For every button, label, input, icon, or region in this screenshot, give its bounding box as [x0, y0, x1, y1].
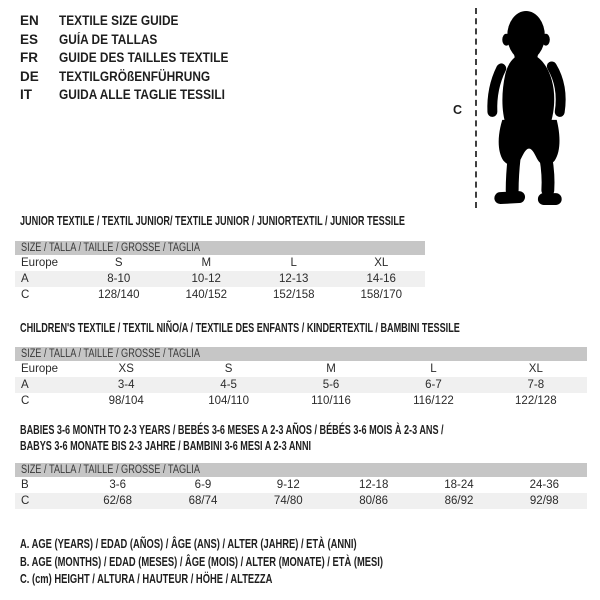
row-label: B	[21, 479, 29, 491]
size-row	[15, 255, 425, 271]
lang-code: EN	[20, 13, 39, 28]
size-cell: 116/122	[413, 395, 454, 407]
babies-title-line1: BABIES 3-6 MONTH TO 2-3 YEARS / BEBÉS 3-6 MESES A 2-3 AÑOS / BÉBÉS 3-6 MOIS À 2-3 ANS /	[20, 422, 444, 437]
lang-row-es	[20, 31, 252, 50]
size-row	[15, 287, 425, 303]
lang-label: GUIDE DES TAILLES TEXTILE	[59, 50, 229, 65]
row-label: Europe	[21, 363, 59, 375]
size-cell: L	[430, 363, 437, 375]
size-cell: 4-5	[220, 379, 237, 391]
size-table-junior	[15, 241, 425, 303]
size-row	[15, 377, 587, 393]
row-label: A	[21, 379, 29, 391]
size-cell: 92/98	[529, 495, 559, 507]
size-cell: 86/92	[444, 495, 474, 507]
size-cell: 3-6	[109, 479, 126, 491]
size-row	[15, 477, 587, 493]
lang-row-fr	[20, 49, 252, 68]
size-cell: 62/68	[103, 495, 133, 507]
section-title-children: CHILDREN'S TEXTILE / TEXTIL NIÑO/A / TEXTILE DES ENFANTS / KINDERTEXTIL / BAMBINI TESSILE	[20, 320, 460, 335]
footnote-c: C. (cm) HEIGHT / ALTURA / HAUTEUR / HÖHE / ALTEZZA	[20, 571, 273, 586]
size-cell: 74/80	[273, 495, 303, 507]
size-cell: 140/152	[185, 289, 228, 301]
size-cell: 12-18	[358, 479, 389, 491]
lang-code: FR	[20, 50, 38, 65]
size-cell: 6-9	[194, 479, 212, 491]
footnotes	[20, 535, 524, 588]
size-row	[15, 361, 587, 377]
size-cell: 6-7	[425, 379, 442, 391]
lang-label: TEXTILE SIZE GUIDE	[59, 13, 179, 28]
lang-label: GUIDA ALLE TAGLIE TESSILI	[59, 87, 225, 102]
size-row	[15, 393, 587, 409]
size-cell: 128/140	[97, 289, 140, 301]
section-title-babies	[20, 422, 600, 453]
size-table-children	[15, 347, 587, 409]
row-label: C	[21, 395, 30, 407]
lang-code: ES	[20, 31, 39, 47]
size-cell: 14-16	[366, 273, 396, 285]
table-header-bar: SIZE / TALLA / TAILLE / GRÖSSE / TAGLIA	[15, 241, 425, 255]
size-row	[15, 493, 587, 509]
size-cell: 10-12	[191, 273, 221, 285]
size-cell: 152/158	[272, 289, 315, 301]
lang-row-it	[20, 86, 252, 105]
lang-label: TEXTILGRÖßENFÜHRUNG	[59, 68, 211, 84]
size-cell: 7-8	[527, 379, 545, 391]
row-label: A	[21, 273, 29, 285]
size-cell: M	[326, 363, 336, 375]
table-header-bar: SIZE / TALLA / TAILLE / GRÖSSE / TAGLIA	[15, 463, 587, 477]
footnote-a: A. AGE (YEARS) / EDAD (AÑOS) / ÂGE (ANS) / ALTER (JAHRE) / ETÀ (ANNI)	[20, 536, 357, 551]
language-list	[20, 12, 252, 105]
lang-code: DE	[20, 68, 39, 84]
size-cell: 68/74	[188, 495, 218, 507]
size-cell: S	[224, 363, 233, 375]
size-cell: L	[290, 257, 297, 269]
section-title-junior: JUNIOR TEXTILE / TEXTIL JUNIOR/ TEXTILE JUNIOR / JUNIORTEXTIL / JUNIOR TESSILE	[20, 213, 405, 228]
footnote-b: B. AGE (MONTHS) / EDAD (MESES) / ÂGE (MOIS) / ALTER (MONATE) / ETÀ (MESI)	[20, 553, 383, 569]
size-row	[15, 271, 425, 287]
size-cell: 158/170	[360, 289, 403, 301]
size-cell: M	[201, 257, 212, 269]
size-cell: 98/104	[108, 395, 144, 407]
baby-silhouette-icon	[486, 9, 574, 207]
size-cell: 24-36	[529, 479, 560, 491]
size-cell: 80/86	[359, 495, 389, 507]
size-cell: 9-12	[276, 479, 300, 491]
size-cell: 5-6	[322, 379, 340, 391]
size-cell: 3-4	[117, 379, 135, 391]
size-cell: XS	[118, 363, 134, 375]
size-cell: 104/110	[208, 395, 249, 407]
size-cell: 12-13	[279, 273, 309, 285]
babies-title-line2: BABYS 3-6 MONATE BIS 2-3 JAHRE / BAMBINI 3-6 MESI A 2-3 ANNI	[20, 437, 312, 453]
row-label: Europe	[21, 257, 59, 269]
size-cell: 8-10	[107, 273, 131, 285]
size-cell: 122/128	[515, 395, 557, 407]
height-measure-line	[475, 8, 477, 208]
size-cell: 110/116	[311, 395, 351, 407]
size-cell: XL	[528, 363, 543, 375]
size-cell: 18-24	[444, 479, 474, 491]
lang-label: GUÍA DE TALLAS	[59, 31, 158, 47]
row-label: C	[21, 495, 30, 507]
table-header-bar: SIZE / TALLA / TAILLE / GRÖSSE / TAGLIA	[15, 347, 587, 361]
lang-code: IT	[20, 87, 32, 102]
size-table-babies	[15, 463, 587, 509]
row-label: C	[21, 289, 30, 301]
lang-row-de	[20, 68, 252, 87]
size-cell: XL	[374, 257, 389, 269]
measure-label-c: C	[453, 103, 463, 117]
lang-row-en	[20, 12, 252, 31]
size-cell: S	[114, 257, 123, 269]
